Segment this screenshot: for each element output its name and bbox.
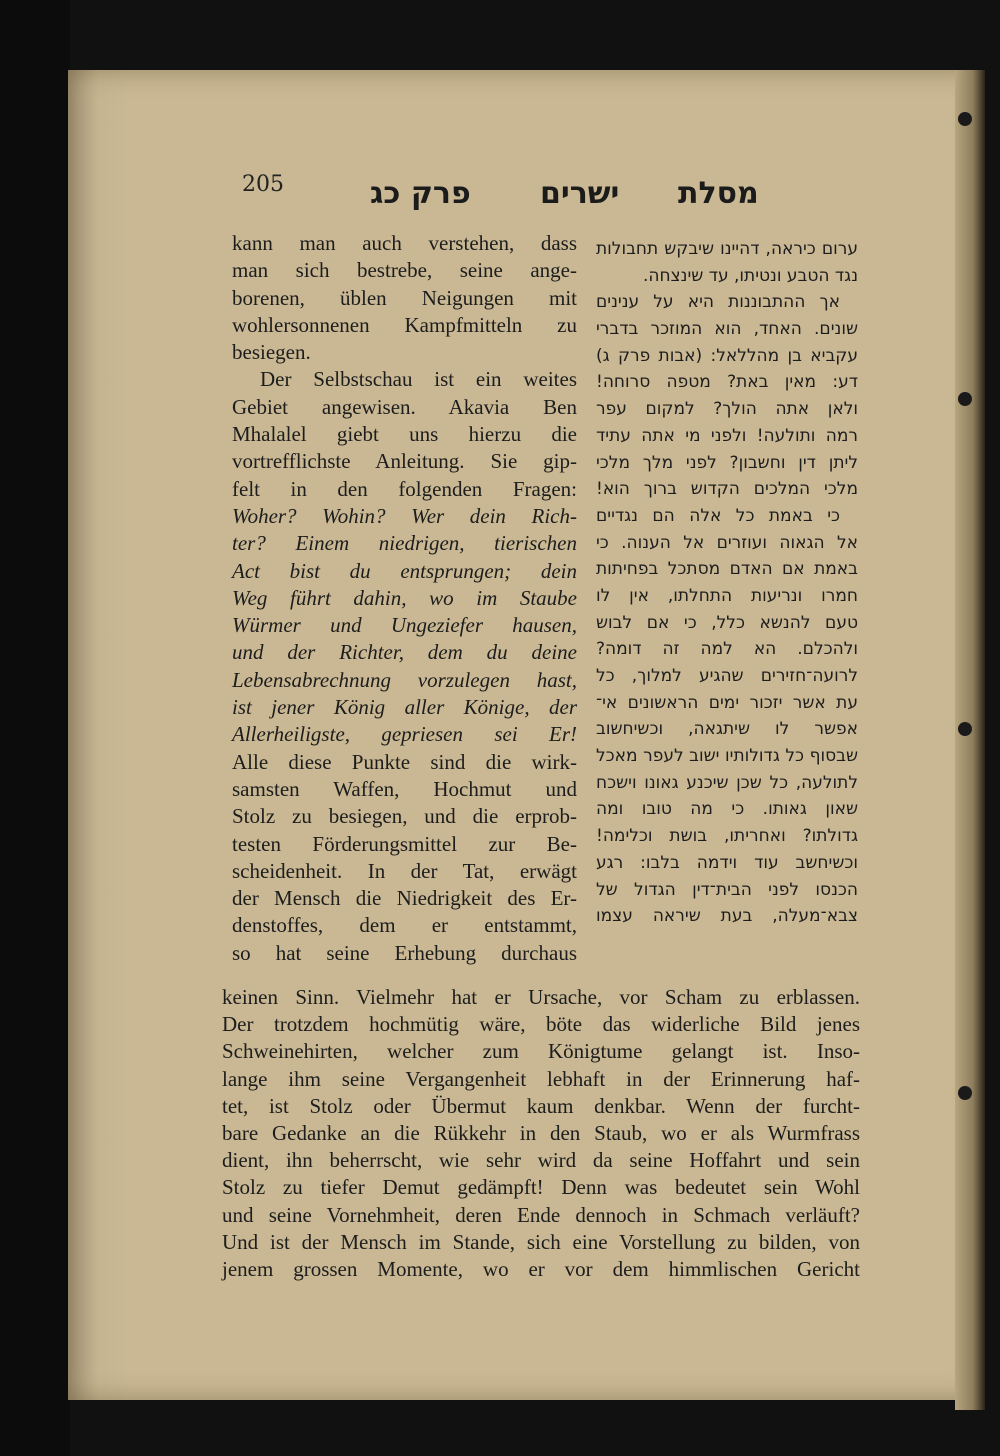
german-line-italic: und der Richter, dem du deine	[232, 640, 577, 665]
german-line: Gebiet angewisen. Akavia Ben	[232, 394, 577, 419]
book-edge-shadow	[0, 0, 70, 1456]
hebrew-line: אך ההתבוננות היא על ענינים	[596, 292, 840, 313]
hebrew-line: שבסוף כל גדולותיו ישוב לעפר מאכל	[596, 746, 858, 767]
running-head-title-word-1: מסלת	[678, 176, 759, 211]
binding-stitch	[958, 1086, 972, 1100]
german-line-italic: ist jener König aller Könige, der	[232, 695, 577, 720]
binding-stitch	[958, 392, 972, 406]
hebrew-line: הכנסו לפני הבית־דין הגדול של	[596, 879, 858, 900]
german-line-italic: ter? Einem niedrigen, tierischen	[232, 531, 577, 556]
running-head-title-word-2: ישרים	[540, 176, 620, 211]
full-width-line: bare Gedanke an die Rükkehr in den Staub, wo er als Wurmfrass	[222, 1120, 860, 1145]
german-line: Der Selbstschau ist ein weites	[260, 367, 577, 392]
hebrew-line: מלכי המלכים הקדוש ברוך הוא!	[596, 479, 858, 500]
german-line: so hat seine Erhebung durchaus	[232, 940, 577, 965]
german-line: Mhalalel giebt uns hierzu die	[232, 422, 577, 447]
hebrew-line: ולהכלם. הא למה זה דומה?	[596, 639, 858, 660]
hebrew-line: חמרו ונריעות התחלתו, אין לו	[596, 585, 858, 606]
hebrew-line: וכשיחשב עוד וידמה בלבו: רגע	[596, 852, 858, 873]
german-line: der Mensch die Niedrigkeit des Er-	[232, 886, 577, 911]
german-line-italic: Allerheiligste, gepriesen sei Er!	[232, 722, 577, 747]
full-width-line: und seine Vornehmheit, deren Ende dennoch in Schmach verläuft?	[222, 1202, 860, 1227]
hebrew-line: שאון גאותו. כי מה טובו ומה	[596, 799, 858, 820]
full-width-line: jenem grossen Momente, wo er vor dem himmlischen Gericht	[222, 1256, 860, 1281]
book-gutter	[955, 70, 985, 1410]
german-column	[232, 230, 577, 967]
german-line: kann man auch verstehen, dass	[232, 231, 577, 255]
german-line: Stolz zu besiegen, und die erprob-	[232, 804, 577, 829]
hebrew-line: אפשר לו שיתגאה, וכשיחשוב	[596, 719, 858, 740]
german-line: denstoffes, dem er entstammt,	[232, 913, 577, 938]
hebrew-line: באמת אם האדם מסתכל בפחיתות	[596, 559, 858, 580]
hebrew-column	[596, 236, 858, 930]
hebrew-line: טעם להנשא כלל, כי אם לבוש	[596, 612, 858, 633]
hebrew-line: צבא־מעלה, בעת שיראה עצמו	[596, 906, 858, 927]
german-line: samsten Waffen, Hochmut und	[232, 776, 577, 801]
german-line-italic: Act bist du entsprungen; dein	[232, 558, 577, 583]
german-line-italic: Weg führt dahin, wo im Staube	[232, 585, 577, 610]
full-width-line: keinen Sinn. Vielmehr hat er Ursache, vor Scham zu erblassen.	[222, 985, 860, 1009]
hebrew-line: רמה ותולעה! ולפני מי אתה עתיד	[596, 425, 858, 446]
hebrew-line: כי באמת כל אלה הם נגדיים	[596, 505, 840, 526]
german-line: man sich bestrebe, seine ange-	[232, 258, 577, 283]
binding-stitch	[958, 722, 972, 736]
hebrew-line: ערום כיראה, דהיינו שיבקש תחבולות	[596, 239, 858, 259]
german-line-italic: Würmer und Ungeziefer hausen,	[232, 613, 577, 638]
hebrew-line: עת אשר יזכור ימים הראשונים אי־	[596, 692, 858, 713]
full-width-line: Und ist der Mensch im Stande, sich eine Vorstellung zu bilden, von	[222, 1229, 860, 1254]
page-number: 205	[242, 172, 284, 197]
full-width-line: tet, ist Stolz oder Übermut kaum denkbar. Wenn der furcht-	[222, 1093, 860, 1118]
hebrew-line: גדולתו? ואחריתו, בושת וכלימה!	[596, 826, 858, 847]
german-line-italic: Woher? Wohin? Wer dein Rich-	[232, 503, 577, 528]
german-line: borenen, üblen Neigungen mit	[232, 285, 577, 310]
binding-stitch	[958, 112, 972, 126]
german-line: vortrefflichste Anleitung. Sie gip-	[232, 449, 577, 474]
german-line: besiegen.	[232, 340, 311, 365]
hebrew-line: אל הגאוה ועוזרים אל הענוה. כי	[596, 532, 858, 553]
hebrew-line: ולאן אתה הולך? למקום עפר	[596, 399, 858, 420]
hebrew-line: לתולעה, כל שכן שיכנע גאונו וישכח	[596, 772, 858, 793]
german-line: testen Förderungsmittel zur Be-	[232, 831, 577, 856]
hebrew-line: ליתן דין וחשבון? לפני מלך מלכי	[596, 452, 858, 473]
full-width-paragraph	[222, 984, 860, 1283]
german-line: felt in den folgenden Fragen:	[232, 476, 577, 501]
full-width-line: Schweinehirten, welcher zum Königtume gelangt ist. Inso-	[222, 1039, 860, 1064]
full-width-line: Der trotzdem hochmütig wäre, böte das widerliche Bild jenes	[222, 1012, 860, 1037]
full-width-line: lange ihm seine Vergangenheit lebhaft in der Erinnerung haf-	[222, 1066, 860, 1091]
german-line-italic: Lebensabrechnung vorzulegen hast,	[232, 667, 577, 692]
full-width-line: Stolz zu tiefer Demut gedämpft! Denn was bedeutet sein Wohl	[222, 1175, 860, 1200]
german-line: wohlersonnenen Kampfmitteln zu	[232, 312, 577, 337]
hebrew-line: שונים. האחד, הוא המוזכר בדברי	[596, 319, 858, 340]
german-line: scheidenheit. In der Tat, erwägt	[232, 858, 577, 883]
hebrew-line: נגד הטבע ונטיתו, עד שינצחה.	[642, 265, 858, 286]
hebrew-line: עקביא בן מהללאל: (אבות פרק ג)	[596, 345, 858, 366]
german-line: Alle diese Punkte sind die wirk-	[232, 749, 577, 774]
hebrew-line: לרועה־חזירים שהגיע למלוך, כל	[596, 666, 858, 686]
running-head-chapter: פרק כג	[370, 176, 471, 211]
full-width-line: dient, ihn beherrscht, wie sehr wird da seine Hoffahrt und sein	[222, 1148, 860, 1173]
hebrew-line: דע: מאין באת? מטפה סרוחה!	[596, 372, 858, 393]
